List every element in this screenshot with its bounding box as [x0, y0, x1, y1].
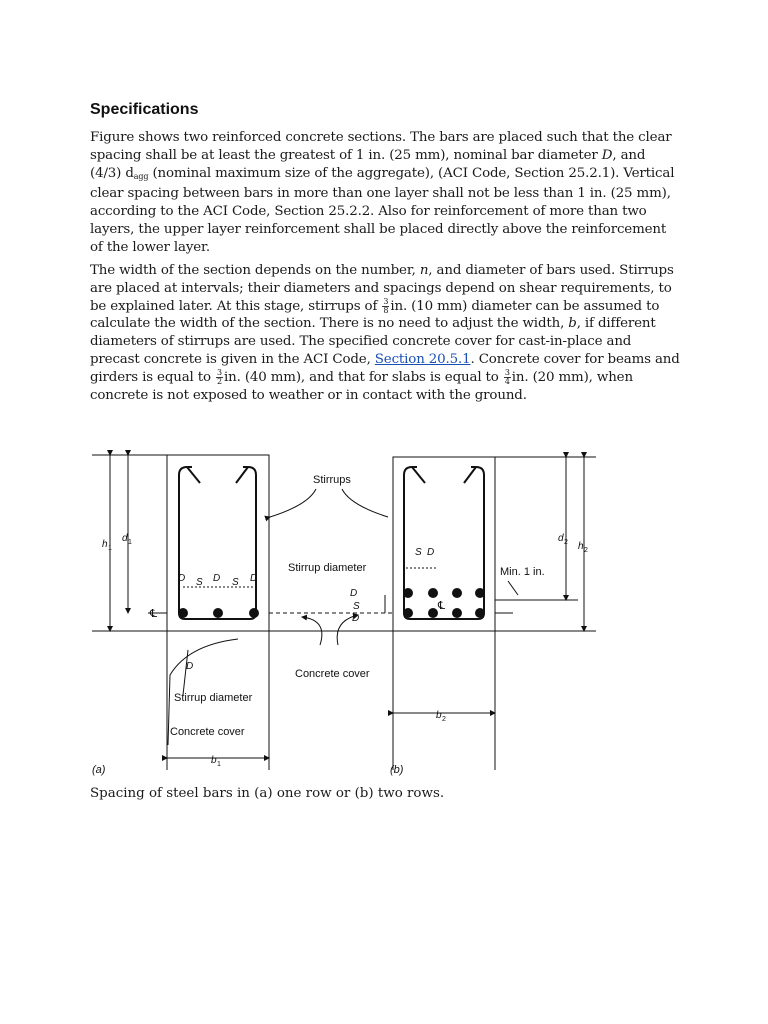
label-S-a1: S	[196, 577, 203, 588]
p2-text-6: . (40 mm), and that for slabs is equal to	[236, 369, 503, 385]
label-d1: d	[122, 533, 128, 544]
label-h1: h	[102, 539, 108, 550]
section-a-hook-right	[236, 467, 248, 483]
section-a-stirrup	[179, 467, 256, 619]
p1-text-1: Figure shows two reinforced concrete sections. The bars are placed such that the clear spacing shall be at least the greatest of 1 in. (25 mm), nominal bar diameter	[90, 130, 672, 163]
agg-subscript: agg	[133, 171, 149, 181]
bar-a-3	[249, 608, 259, 618]
label-cl-a: ℄	[150, 608, 158, 620]
label-concrete-cover: Concrete cover	[295, 668, 370, 680]
bar-a-1	[178, 608, 188, 618]
label-h2: h	[578, 541, 584, 552]
label-b1-sub: 1	[217, 761, 221, 768]
var-D: D	[601, 147, 613, 163]
fraction-3-4	[504, 369, 511, 386]
label-b2-sub: 2	[442, 716, 446, 723]
p1-text-2: , and (4/3) d	[90, 147, 646, 181]
label-cl-b: ℄	[438, 600, 446, 612]
label-D-mid: D	[350, 588, 358, 599]
var-n: n	[419, 263, 429, 278]
bar-b-1	[403, 588, 413, 598]
frac1-unit: in	[390, 298, 403, 314]
frac1-den: 8	[383, 305, 389, 315]
label-stirrup-diameter: Stirrup diameter	[288, 562, 367, 574]
label-S-mid: S	[353, 601, 360, 612]
fraction-3-2	[216, 369, 223, 386]
figure-caption: Spacing of steel bars in (a) one row or (b) two rows.	[90, 786, 445, 801]
p2-text-3: . (10 mm) diameter can be assumed to calculate the width of the section. There is no need to adjust the width,	[90, 298, 660, 332]
frac2-den: 2	[217, 376, 222, 386]
section-a-outline	[167, 455, 269, 631]
bar-b-2	[428, 588, 438, 598]
label-D-b: D	[427, 547, 435, 558]
label-stirrups: Stirrups	[313, 474, 351, 486]
p1-text-3: (nominal maximum size of the aggregate), (ACI Code, Section 25.2.1). Vertical clear spacing between bars in more than one layer shall not be less than 1 in. (25 mm), according to the ACI Code, Section 25.2.2. Also for reinforcement of more than two layers, the upper layer reinforcement shall be placed directly above the reinforcement of the lower layer.	[90, 165, 675, 255]
label-b1: b	[211, 755, 217, 766]
bar-b-5	[403, 608, 413, 618]
paragraph-spacing-rules	[90, 129, 680, 257]
bar-b-7	[452, 608, 462, 618]
section-a-hook-left	[187, 467, 200, 483]
bar-a-2	[213, 608, 223, 618]
p2-text-1: The width of the section depends on the number,	[90, 263, 420, 278]
frac2-unit: in	[224, 369, 237, 385]
label-concrete-cover-a: Concrete cover	[170, 726, 245, 738]
bar-b-4	[475, 588, 485, 598]
stirrups-leader	[270, 489, 388, 517]
label-b: (b)	[390, 764, 404, 776]
section-link[interactable]: Section 20.5.1	[374, 351, 471, 367]
frac2-num: 3	[217, 367, 222, 377]
beam-sections-figure	[88, 445, 600, 780]
label-d2: d	[558, 533, 564, 544]
section-heading: Specifications	[90, 101, 199, 118]
label-D-a2: D	[213, 573, 221, 584]
var-b: b	[568, 316, 577, 332]
label-a: (a)	[92, 764, 106, 776]
frac3-den: 4	[504, 376, 510, 386]
label-D-a3: D	[250, 573, 258, 584]
label-D-mid2: D	[352, 613, 360, 624]
label-D-a4: D	[186, 661, 194, 672]
label-S-a2: S	[232, 577, 239, 588]
section-b-hook-left	[412, 467, 425, 483]
frac3-unit: in	[511, 369, 525, 385]
label-D-a1: D	[178, 573, 186, 584]
section-b-hook-right	[464, 467, 476, 483]
frac3-num: 3	[504, 367, 510, 377]
bar-b-3	[452, 588, 462, 598]
label-h2-sub: 2	[584, 547, 588, 554]
fraction-3-8	[382, 298, 389, 315]
section-b-stirrup	[404, 467, 484, 619]
p2-text-7: . (20 mm), when concrete is not exposed to weather or in contact with the ground.	[90, 369, 633, 403]
p2-text-2: , and diameter of bars used. Stirrups are placed at intervals; their diameters and spacings depend on shear requirements, to be explained later. At this stage, stirrups of	[90, 263, 674, 314]
p2-text-5: . Concrete cover for beams and girders is equal to	[90, 351, 680, 385]
bar-b-8	[475, 608, 485, 618]
label-d2-sub: 2	[564, 539, 568, 546]
label-b2: b	[436, 710, 442, 721]
label-min-1in: Min. 1 in.	[500, 566, 545, 578]
p2-text-4: , if different diameters of stirrups are used. The specified concrete cover for cast-in-place and precast concrete is given in the ACI Code,	[90, 316, 656, 367]
label-stirrup-diameter-a: Stirrup diameter	[174, 692, 253, 704]
bar-b-6	[428, 608, 438, 618]
label-d1-sub: 1	[128, 539, 132, 546]
label-h1-sub: 1	[108, 545, 112, 552]
paragraph-section-width	[90, 262, 680, 404]
label-S-b: S	[415, 547, 422, 558]
frac1-num: 3	[383, 296, 389, 306]
